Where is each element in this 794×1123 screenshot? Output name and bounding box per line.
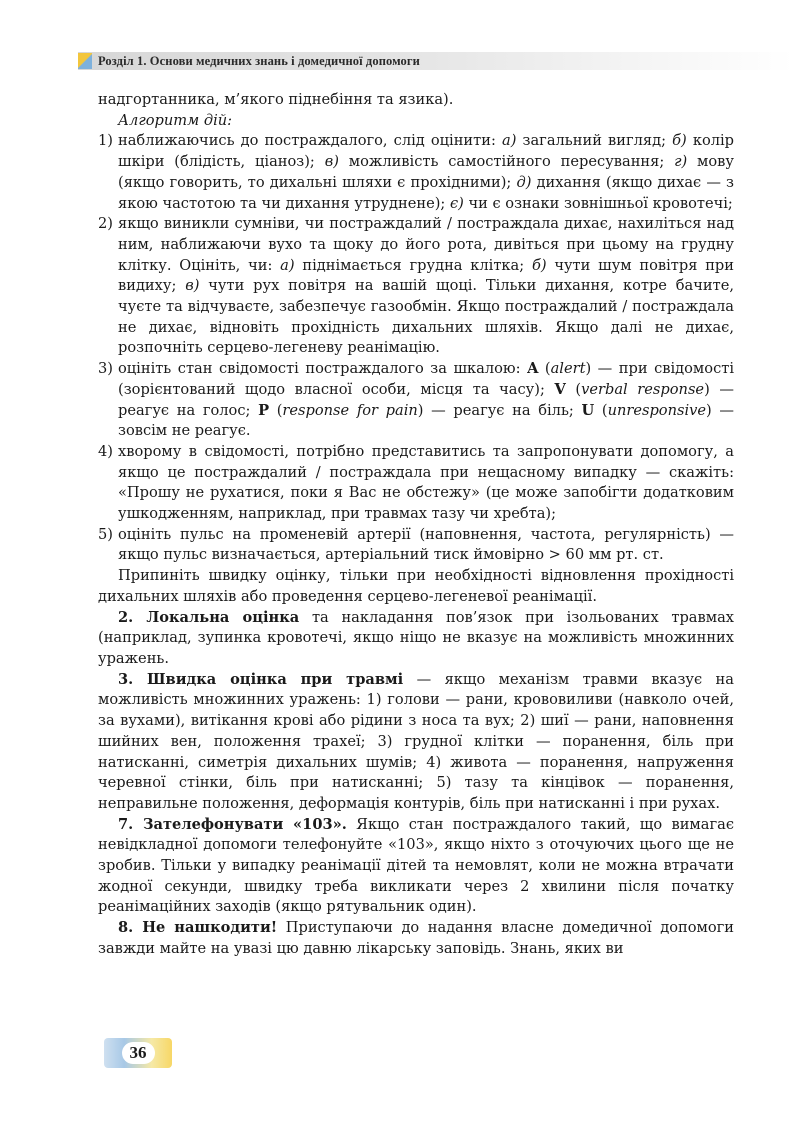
running-header — [78, 52, 794, 70]
intro-line: надгортанника, м’якого піднебіння та язика). — [98, 91, 454, 108]
step-number: 5) — [98, 525, 113, 543]
step-text: наближаючись до постраждалого, слід оцінити: а) загальний вигляд; б) колір шкіри (блідість, ціаноз); в) можливість самостійного пересування; г) мову (якщо говорить, то дихальні шляхи є прохідними); д) дихання (якщо дихає — з якою частотою та чи дихання утруднене); є) чи є ознаки зовнішньої кровотечі; — [118, 132, 735, 212]
step-number: 2) — [98, 215, 113, 233]
header-corner-tab — [78, 53, 92, 69]
step-text: оцініть стан свідомості постраждалого за шкалою: A (alert) — при свідомості (зорієнтований щодо власної особи, місця та часу); V (verbal response) — реагує на голос; P (response for pain) — реагує на біль; U (unresponsive) — зовсім не реагує. — [118, 360, 734, 440]
step-text: оцініть пульс на променевій артерії (наповнення, частота, регулярність) — якщо пульс визначається, артеріальний тиск ймовірно > 60 мм рт. ст. — [118, 525, 734, 564]
section-3-heading: 3. Швидка оцінка при травмі — [118, 670, 404, 688]
list-item — [98, 525, 734, 566]
section-2-paragraph: 2. Локальна оцінка та накладання пов’язок при ізольованих травмах (наприклад, зупинка кровотечі, якщо ніщо не вказує на можливість множинних уражень. — [98, 608, 735, 667]
algorithm-steps — [98, 131, 734, 566]
step-number: 1) — [98, 132, 113, 150]
step-number: 4) — [98, 442, 113, 460]
section-3-paragraph: 3. Швидка оцінка при травмі — якщо механізм травми вказує на можливість множинних уражень: 1) голови — рани, крововиливи (навколо очей, за вухами), витікання крові або рідини з носа та вух; 2) шиї — рани, наповнення шийних вен, положення трахеї; 3) грудної клітки — поранення, біль при натисканні, симетрія дихальних шумів; 4) живота — поранення, напруження черевної стінки, біль при натисканні; 5) тазу та кінцівок — поранення, неправильне положення, деформація контурів, біль при натисканні і при рухах. — [98, 670, 734, 812]
list-item — [98, 359, 734, 442]
section-8-paragraph: 8. Не нашкодити! Приступаючи до надання власне домедичної допомоги завжди майте на увазі цю давню лікарську заповідь. Знань, яких ви — [98, 919, 735, 957]
step-text: хворому в свідомості, потрібно представитись та запропонувати допомогу, а якщо це постраждалий / постраждала при нещасному випадку — скажіть: «Прошу не рухатися, поки я Вас не обстежу» (це може запобігти додатковим ушкодженням, наприклад, при травмах тазу чи хребта); — [118, 442, 734, 523]
page-number: 36 — [122, 1042, 155, 1064]
step-text: якщо виникли сумніви, чи постраждалий / постраждала дихає, нахиліться над ним, наближаючи вухо та щоку до його рота, дивіться при цьому на грудну клітку. Оцініть, чи: а) піднімається грудна клітка; б) чути шум повітря при видиху; в) чути рух повітря на вашій щоці. Тільки дихання, котре бачите, чуєте та відчуваєте, забезпечує газообмін. Якщо постраждалий / постраждала не дихає, відновіть прохідність дихальних шляхів. Якщо далі не дихає, розпочніть серцево-легеневу реанімацію. — [118, 215, 734, 357]
section-2-heading: 2. Локальна оцінка — [118, 608, 300, 626]
algorithm-heading: Алгоритм дій: — [118, 111, 233, 129]
list-item — [98, 214, 734, 359]
page-body — [98, 90, 734, 960]
list-item — [98, 442, 734, 525]
stop-paragraph: Припиніть швидку оцінку, тільки при необхідності відновлення прохідності дихальних шляхів або проведення серцево-легеневої реанімації. — [98, 567, 734, 605]
list-item — [98, 131, 734, 214]
section-8-heading: 8. Не нашкодити! — [118, 919, 278, 937]
section-7-paragraph: 7. Зателефонувати «103». Якщо стан постраждалого такий, що вимагає невідкладної допомоги телефонуйте «103», якщо ніхто з оточуючих цього ще не зробив. Тільки у випадку реанімації дітей та немовлят, коли не можна втрачати жодної секунди, швидку треба викликати через 2 хвилини після початку реанімаційних заходів (якщо рятувальник один). — [98, 815, 734, 916]
section-7-heading: 7. Зателефонувати «103». — [118, 815, 347, 833]
step-number: 3) — [98, 360, 113, 378]
section-title: Розділ 1. Основи медичних знань і домедичної допомоги — [98, 53, 420, 68]
page-number-badge — [104, 1038, 172, 1068]
